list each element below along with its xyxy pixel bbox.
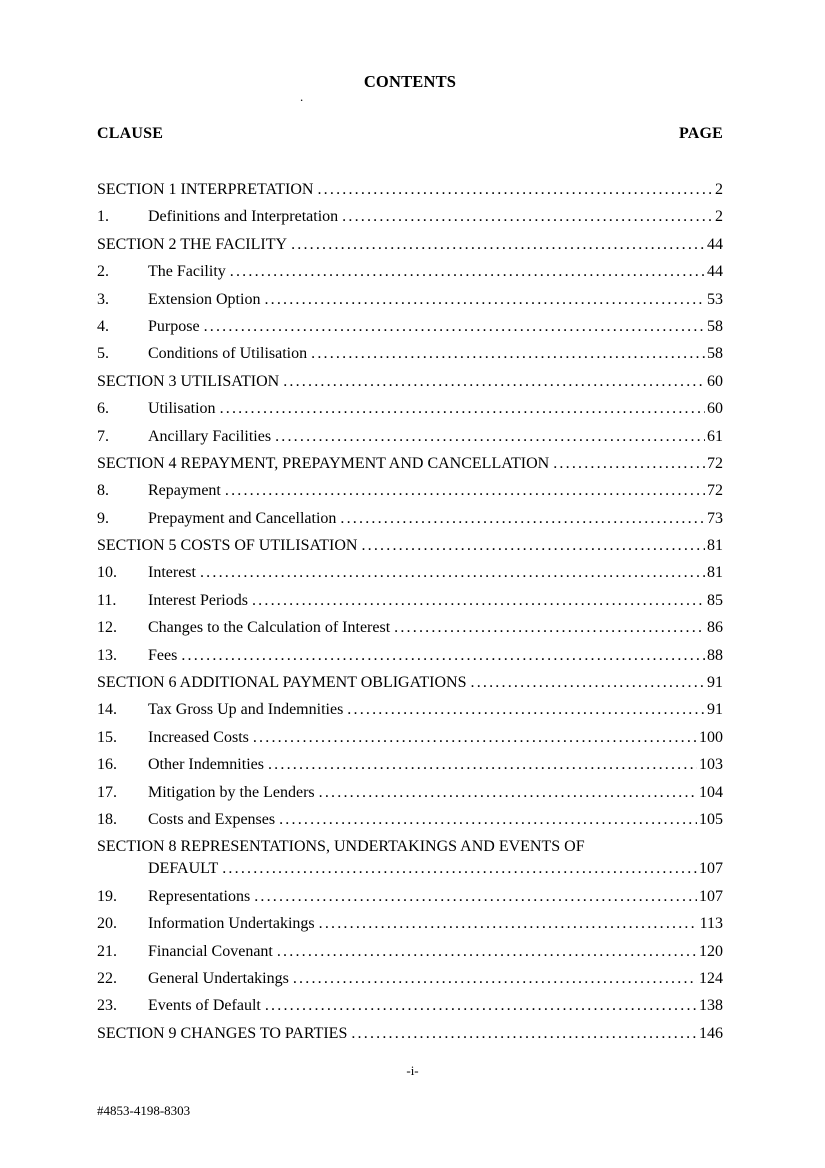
dot-leader [275, 426, 705, 448]
toc-entry-number: 22. [97, 969, 117, 987]
toc-entry [97, 645, 723, 667]
toc-entry-page: 53 [707, 290, 723, 308]
toc-entry [97, 886, 723, 908]
toc-entry-page: 72 [707, 454, 723, 472]
toc-entry-title: Events of Default [148, 997, 261, 1015]
stray-period-mark: . [300, 89, 304, 104]
column-headers [97, 125, 723, 143]
toc-entry-page: 2 [715, 208, 723, 226]
toc-entry-page: 103 [699, 756, 723, 774]
toc-entry-number: 6. [97, 400, 109, 418]
toc-entry [97, 562, 723, 584]
toc-entry-title: SECTION 2 THE FACILITY [97, 235, 288, 253]
dot-leader [181, 645, 705, 667]
toc-entry-title: SECTION 1 INTERPRETATION [97, 181, 314, 198]
toc-entry-title: Definitions and Interpretation [148, 208, 339, 226]
dot-leader [317, 179, 713, 201]
toc-entry [97, 941, 723, 963]
toc-entry-title: Tax Gross Up and Indemnities [148, 701, 344, 719]
toc-entry-title: Prepayment and Cancellation [148, 509, 337, 527]
dot-leader [293, 968, 697, 990]
toc-entry-number: 21. [97, 942, 117, 960]
toc-entry-title-line2: DEFAULT [148, 860, 219, 878]
toc-entry-page: 91 [707, 674, 723, 692]
toc-entry-page: 44 [707, 235, 723, 253]
dot-leader [342, 206, 713, 228]
toc-entry-title: Utilisation [148, 400, 216, 418]
dot-leader [394, 617, 705, 639]
toc-entry [97, 672, 723, 694]
toc-entry-page: 104 [699, 783, 723, 801]
dot-leader [222, 858, 697, 880]
toc-entry-page: 61 [707, 427, 723, 445]
toc-entry-page: 120 [699, 942, 723, 960]
toc-entry [97, 371, 723, 393]
dot-leader [319, 913, 698, 935]
toc-entry-title: SECTION 3 UTILISATION [97, 372, 280, 390]
toc-entry-title: Financial Covenant [148, 942, 273, 960]
toc-entry-title: Changes to the Calculation of Interest [148, 619, 391, 637]
toc-entry-line2 [97, 858, 723, 880]
page-title: CONTENTS [363, 72, 457, 91]
toc-entry-page: 107 [699, 887, 723, 905]
toc-entry [97, 234, 723, 256]
toc-entry-title: Information Undertakings [148, 915, 315, 933]
footer-document-id: #4853-4198-8303 [97, 1103, 191, 1118]
toc-entry-page: 86 [707, 619, 723, 637]
toc-list [97, 179, 723, 1045]
toc-entry [97, 480, 723, 502]
toc-entry [97, 995, 723, 1017]
dot-leader [351, 1023, 697, 1045]
toc-entry [97, 699, 723, 721]
toc-entry-title: Interest [148, 564, 196, 582]
toc-entry-page: 60 [707, 400, 723, 418]
toc-entry-number: 3. [97, 290, 109, 308]
toc-entry-title: Interest Periods [148, 591, 248, 609]
dot-leader [361, 535, 705, 557]
toc-entry [97, 289, 723, 311]
toc-entry-page: 2 [715, 181, 723, 198]
toc-entry-page: 91 [707, 701, 723, 719]
toc-entry-title: The Facility [148, 263, 226, 281]
dot-leader [220, 398, 705, 420]
toc-entry-page: 105 [699, 810, 723, 828]
toc-entry-page: 58 [707, 317, 723, 335]
toc-entry-title: Extension Option [148, 290, 261, 308]
toc-entry-title: Costs and Expenses [148, 810, 276, 828]
toc-entry-page: 100 [699, 728, 723, 746]
toc-entry-title: General Undertakings [148, 969, 289, 987]
toc-entry-page: 146 [699, 1024, 723, 1042]
toc-entry [97, 535, 723, 557]
dot-leader [347, 699, 705, 721]
toc-entry [97, 1023, 723, 1045]
footer-page-number: -i- [406, 1063, 419, 1078]
toc-entry-number: 23. [97, 997, 117, 1015]
toc-entry-number: 13. [97, 646, 117, 664]
toc-entry-title: Representations [148, 887, 251, 905]
toc-entry-title: Conditions of Utilisation [148, 345, 308, 363]
dot-leader [471, 672, 706, 694]
dot-leader [268, 754, 697, 776]
dot-leader [225, 480, 705, 502]
toc-entry-page: 124 [699, 969, 723, 987]
toc-entry [97, 508, 723, 530]
toc-entry-number: 20. [97, 915, 117, 933]
toc-entry-title-line1: SECTION 8 REPRESENTATIONS, UNDERTAKINGS AND EVENTS OF [97, 838, 585, 856]
dot-leader [553, 453, 705, 475]
toc-entry-title: SECTION 4 REPAYMENT, PREPAYMENT AND CANCELLATION [97, 454, 550, 472]
toc-entry-number: 12. [97, 619, 117, 637]
toc-entry-title: Purpose [148, 317, 200, 335]
toc-entry-number: 15. [97, 728, 117, 746]
toc-entry [97, 782, 723, 804]
toc-entry-number: 5. [97, 345, 109, 363]
toc-entry-title: Other Indemnities [148, 756, 264, 774]
toc-entry-page: 88 [707, 646, 723, 664]
toc-entry-number: 8. [97, 482, 109, 500]
toc-entry-page: 81 [707, 564, 723, 582]
toc-entry-page: 58 [707, 345, 723, 363]
dot-leader [265, 995, 697, 1017]
toc-entry-number: 16. [97, 756, 117, 774]
toc-entry-title: SECTION 5 COSTS OF UTILISATION [97, 537, 358, 555]
toc-entry-page: 107 [699, 860, 723, 878]
toc-entry [97, 398, 723, 420]
dot-leader [204, 316, 705, 338]
toc-entry [97, 617, 723, 639]
toc-entry-title: SECTION 6 ADDITIONAL PAYMENT OBLIGATIONS [97, 674, 467, 692]
toc-entry [97, 913, 723, 935]
toc-entry-number: 9. [97, 509, 109, 527]
dot-leader [277, 941, 697, 963]
toc-entry [97, 727, 723, 749]
dot-leader [252, 590, 705, 612]
toc-entry-title: Ancillary Facilities [148, 427, 272, 445]
toc-entry-number: 1. [97, 208, 109, 226]
toc-entry-number: 4. [97, 317, 109, 335]
page-column-header: PAGE [678, 125, 723, 142]
clause-column-header: CLAUSE [97, 125, 164, 142]
dot-leader [291, 234, 705, 256]
dot-leader [200, 562, 705, 584]
toc-entry-title: Mitigation by the Lenders [148, 783, 315, 801]
toc-entry-page: 113 [699, 915, 723, 933]
toc-entry [97, 316, 723, 338]
dot-leader [311, 343, 705, 365]
toc-entry [97, 426, 723, 448]
toc-entry [97, 968, 723, 990]
page-content [97, 0, 723, 1050]
toc-entry-title: Fees [148, 646, 178, 664]
dot-leader [279, 809, 697, 831]
toc-entry-title: Repayment [148, 482, 221, 500]
toc-entry-page: 72 [707, 482, 723, 500]
dot-leader [253, 727, 697, 749]
dot-leader [230, 261, 705, 283]
toc-entry [97, 206, 723, 228]
toc-entry-number: 17. [97, 783, 117, 801]
toc-entry [97, 809, 723, 831]
toc-entry [97, 179, 723, 201]
toc-entry-number: 14. [97, 701, 117, 719]
toc-entry-number: 10. [97, 564, 117, 582]
toc-entry [97, 261, 723, 283]
dot-leader [283, 371, 705, 393]
toc-entry-page: 81 [707, 537, 723, 555]
toc-entry-number: 11. [97, 591, 117, 609]
dot-leader [340, 508, 705, 530]
toc-entry-page: 44 [707, 263, 723, 281]
toc-entry-title: Increased Costs [148, 728, 249, 746]
toc-entry-title: SECTION 9 CHANGES TO PARTIES [97, 1024, 348, 1042]
toc-entry [97, 590, 723, 612]
toc-entry-number: 19. [97, 887, 117, 905]
toc-entry-page: 138 [699, 997, 723, 1015]
toc-entry-page: 60 [707, 372, 723, 390]
dot-leader [264, 289, 705, 311]
toc-entry [97, 836, 723, 880]
toc-entry [97, 754, 723, 776]
toc-entry-page: 85 [707, 591, 723, 609]
dot-leader [319, 782, 697, 804]
toc-entry-number: 7. [97, 427, 109, 445]
toc-entry-number: 2. [97, 263, 109, 281]
toc-entry [97, 343, 723, 365]
dot-leader [254, 886, 697, 908]
toc-entry-page: 73 [707, 509, 723, 527]
toc-entry-number: 18. [97, 810, 117, 828]
toc-entry [97, 453, 723, 475]
